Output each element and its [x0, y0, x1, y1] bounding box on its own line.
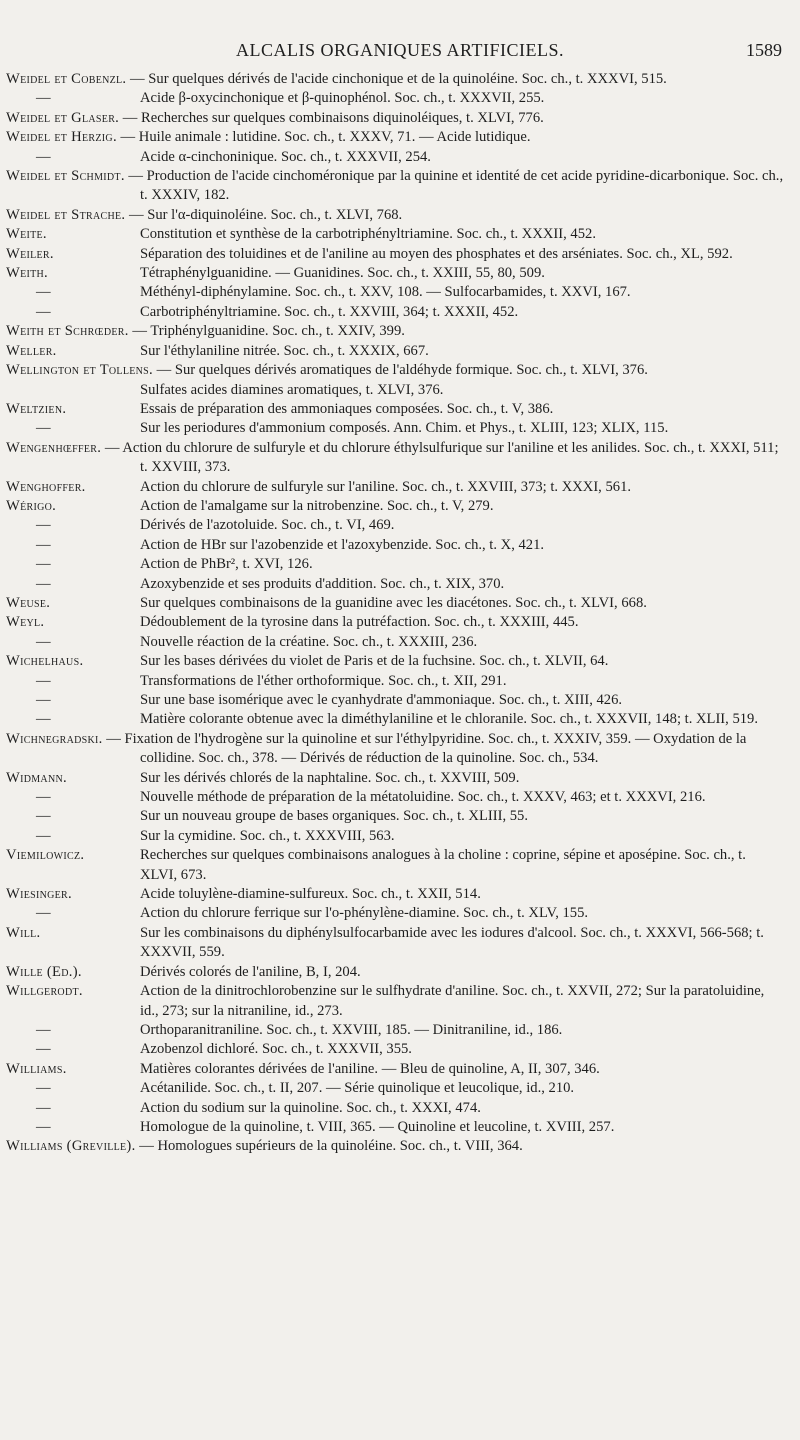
- ditto-dash: —: [36, 517, 51, 534]
- bibliography-entry: [0, 1118, 800, 1137]
- entry-text: — Recherches sur quelques combinaisons diquinoléiques, t. XLVI, 776.: [119, 109, 544, 126]
- bibliography-entry: [0, 807, 800, 826]
- ditto-dash: —: [36, 692, 51, 708]
- entry-text: Séparation des toluidines et de l'aniline au moyen des phosphates et des arséniates. Soc. ch., XL, 592.: [140, 245, 733, 262]
- entry-text: Sur quelques combinaisons de la guanidine avec les diacétones. Soc. ch., t. XLVI, 668.: [140, 594, 647, 611]
- entry-text: Sur un nouveau groupe de bases organiques. Soc. ch., t. XLIII, 55.: [140, 808, 529, 825]
- bibliography-entry: [0, 924, 800, 963]
- entry-text: — Triphénylguanidine. Soc. ch., t. XXIV, 399.: [128, 323, 405, 340]
- entry-text: Dérivés colorés de l'aniline, B, I, 204.: [140, 963, 361, 980]
- bibliography-entry: [0, 381, 800, 400]
- entry-text: Transformations de l'éther orthoformique. Soc. ch., t. XII, 291.: [140, 672, 507, 689]
- bibliography-entry: [0, 70, 800, 89]
- ditto-dash: —: [36, 789, 51, 806]
- entry-text: Sur la cymidine. Soc. ch., t. XXXVIII, 563.: [140, 827, 395, 844]
- ditto-dash: —: [36, 303, 51, 320]
- entry-text: Action de PhBr², t. XVI, 126.: [140, 556, 313, 573]
- author-name: Weyl.: [6, 614, 45, 631]
- entry-text: Sulfates acides diamines aromatiques, t. XLVI, 376.: [140, 381, 444, 398]
- bibliography-entry: [0, 827, 800, 846]
- author-name: Wichelhaus.: [6, 653, 84, 670]
- bibliography-entry: [0, 245, 800, 264]
- ditto-dash: —: [36, 1118, 51, 1135]
- ditto-dash: —: [36, 905, 51, 922]
- ditto-dash: —: [36, 1021, 51, 1038]
- ditto-dash: —: [36, 148, 51, 165]
- author-name: Will.: [6, 924, 41, 941]
- bibliography-entry: [0, 516, 800, 535]
- author-name: Weidel et Schmidt.: [6, 168, 125, 185]
- entry-text: Nouvelle méthode de préparation de la métatoluidine. Soc. ch., t. XXXV, 463; et t. XXXVI, 216.: [140, 789, 706, 806]
- bibliography-entry: [0, 575, 800, 594]
- entry-text: Méthényl-diphénylamine. Soc. ch., t. XXV, 108. — Sulfocarbamides, t. XXVI, 167.: [140, 284, 631, 301]
- bibliography-entry: [0, 225, 800, 244]
- bibliography-entry: [0, 672, 800, 691]
- entry-text: — Sur quelques dérivés aromatiques de l'aldéhyde formique. Soc. ch., t. XLVI, 376.: [153, 362, 648, 379]
- bibliography-entry: [0, 1040, 800, 1059]
- entry-text: Sur une base isomérique avec le cyanhydrate d'ammoniaque. Soc. ch., t. XIII, 426.: [140, 692, 623, 708]
- entry-text: Dérivés de l'azotoluide. Soc. ch., t. VI, 469.: [140, 517, 395, 534]
- entry-text: Sur les combinaisons du diphénylsulfocarbamide avec les iodures d'alcool. Soc. ch., t. XXXVI, 566-568; t. XXXVII, 559.: [140, 924, 764, 961]
- author-name: Wellington et Tollens.: [6, 362, 153, 379]
- page-number: 1589: [746, 40, 782, 60]
- bibliography-entry: [0, 264, 800, 283]
- entry-text: Action de la dinitrochlorobenzine sur le sulfhydrate d'aniline. Soc. ch., t. XXVII, 272; Sur la paratoluidine, id., 273; sur la nitraniline, id., 273.: [140, 983, 765, 1019]
- bibliography-entry: [0, 478, 800, 497]
- ditto-dash: —: [36, 1099, 51, 1116]
- bibliography-entry: [0, 1021, 800, 1040]
- author-name: Wichnegradski.: [6, 730, 103, 747]
- author-name: Viemilowicz.: [6, 847, 85, 864]
- bibliography-entry: [0, 633, 800, 652]
- entry-text: Recherches sur quelques combinaisons analogues à la choline : coprine, sépine et aposépine. Soc. ch., t. XLVI, 673.: [140, 847, 746, 883]
- author-name: Weidel et Cobenzl.: [6, 71, 127, 87]
- entry-text: Action de l'amalgame sur la nitrobenzine. Soc. ch., t. V, 279.: [140, 497, 494, 514]
- author-name: Wille (Ed.).: [6, 963, 82, 980]
- entry-text: Acide toluylène-diamine-sulfureux. Soc. ch., t. XXII, 514.: [140, 886, 481, 903]
- bibliography-entry: [0, 283, 800, 302]
- author-name: Wenghoffer.: [6, 478, 86, 495]
- entry-text: Matière colorante obtenue avec la diméthylaniline et le chloranile. Soc. ch., t. XXXVII, 148; t. XLII, 519.: [140, 711, 759, 728]
- bibliography-entry: [0, 691, 800, 710]
- entry-text: Nouvelle réaction de la créatine. Soc. ch., t. XXXIII, 236.: [140, 633, 478, 650]
- bibliography-entry: [0, 613, 800, 632]
- bibliography-entry: [0, 730, 800, 769]
- entry-text: — Production de l'acide cinchoméronique par la quinine et identité de cet acide pyridine-dicarbonique. Soc. ch., t. XXXIV, 182.: [124, 168, 784, 204]
- bibliography-entry: [0, 109, 800, 128]
- ditto-dash: —: [36, 536, 51, 553]
- author-name: Weidel et Herzig.: [6, 129, 117, 146]
- bibliography-entry: [0, 342, 800, 361]
- bibliography-entry: [0, 1099, 800, 1118]
- ditto-dash: —: [36, 808, 51, 825]
- bibliography-entry: [0, 846, 800, 885]
- entry-text: Azobenzol dichloré. Soc. ch., t. XXXVII, 355.: [140, 1041, 412, 1058]
- bibliography-entry: [0, 1137, 800, 1156]
- bibliography-entry: [0, 769, 800, 788]
- running-title: ALCALIS ORGANIQUES ARTIFICIELS.: [236, 40, 564, 60]
- entry-text: — Fixation de l'hydrogène sur la quinoline et sur l'éthylpyridine. Soc. ch., t. XXXIV, 359. — Oxydation de la collidine. Soc. ch., 378. — Dérivés de réduction de la quinoline. Soc. ch., 534.: [102, 730, 747, 767]
- bibliography-entry: [0, 322, 800, 341]
- author-name: Weite.: [6, 226, 47, 243]
- entry-text: Dédoublement de la tyrosine dans la putréfaction. Soc. ch., t. XXXIII, 445.: [140, 614, 579, 631]
- bibliography-entry: [0, 497, 800, 516]
- author-name: Willgerodt.: [6, 983, 83, 1000]
- entry-text: — Homologues supérieurs de la quinoléine. Soc. ch., t. VIII, 364.: [135, 1138, 523, 1155]
- ditto-dash: —: [36, 1041, 51, 1058]
- entry-text: Matières colorantes dérivées de l'aniline. — Bleu de quinoline, A, II, 307, 346.: [140, 1060, 600, 1077]
- bibliography-entry: [0, 885, 800, 904]
- author-name: Wiesinger.: [6, 886, 72, 903]
- bibliography-entry: [0, 555, 800, 574]
- entry-text: Action du chlorure ferrique sur l'o-phénylène-diamine. Soc. ch., t. XLV, 155.: [140, 905, 589, 922]
- bibliography-entry: [0, 303, 800, 322]
- bibliography-entry: [0, 536, 800, 555]
- bibliography-entry: [0, 206, 800, 225]
- page-header: [0, 36, 800, 66]
- bibliography-entry: [0, 594, 800, 613]
- bibliography-entry: [0, 710, 800, 729]
- author-name: Weith et Schrœder.: [6, 323, 129, 340]
- author-name: Weuse.: [6, 594, 51, 611]
- author-name: Wengenhœffer.: [6, 439, 102, 456]
- bibliography-entry: [0, 904, 800, 923]
- ditto-dash: —: [36, 672, 51, 689]
- bibliography-entry: [0, 439, 800, 478]
- bibliography-entry: [0, 167, 800, 206]
- entry-text: Sur les bases dérivées du violet de Paris et de la fuchsine. Soc. ch., t. XLVII, 64.: [140, 653, 609, 670]
- entry-text: Carbotriphényltriamine. Soc. ch., t. XXVIII, 364; t. XXXII, 452.: [140, 303, 519, 320]
- entry-text: Acide β-oxycinchonique et β-quinophénol. Soc. ch., t. XXXVII, 255.: [140, 90, 545, 107]
- entry-text: — Sur quelques dérivés de l'acide cinchonique et de la quinoléine. Soc. ch., t. XXXVI, 515.: [126, 71, 667, 87]
- bibliography-entry: [0, 361, 800, 380]
- entry-text: Azoxybenzide et ses produits d'addition. Soc. ch., t. XIX, 370.: [140, 575, 505, 592]
- ditto-dash: —: [36, 284, 51, 301]
- entry-text: Action du chlorure de sulfuryle sur l'aniline. Soc. ch., t. XXVIII, 373; t. XXXI, 561.: [140, 478, 632, 495]
- author-name: Weiler.: [6, 245, 54, 262]
- bibliography-entry: [0, 128, 800, 147]
- entry-text: Constitution et synthèse de la carbotriphényltriamine. Soc. ch., t. XXXII, 452.: [140, 226, 596, 243]
- author-name: Wérigo.: [6, 497, 57, 514]
- author-name: Williams.: [6, 1060, 67, 1077]
- entry-text: Acétanilide. Soc. ch., t. II, 207. — Série quinolique et leucolique, id., 210.: [140, 1080, 575, 1097]
- author-name: Weidel et Strache.: [6, 206, 126, 223]
- ditto-dash: —: [36, 575, 51, 592]
- entry-text: Essais de préparation des ammoniaques composées. Soc. ch., t. V, 386.: [140, 400, 554, 417]
- ditto-dash: —: [36, 633, 51, 650]
- ditto-dash: —: [36, 711, 51, 728]
- entry-text: Action de HBr sur l'azobenzide et l'azoxybenzide. Soc. ch., t. X, 421.: [140, 536, 545, 553]
- entry-text: Sur l'éthylaniline nitrée. Soc. ch., t. XXXIX, 667.: [140, 342, 429, 359]
- author-name: Williams (Greville).: [6, 1138, 136, 1155]
- entry-text: Action du sodium sur la quinoline. Soc. ch., t. XXXI, 474.: [140, 1099, 481, 1116]
- bibliography-entry: [0, 1079, 800, 1098]
- author-name: Weller.: [6, 342, 57, 359]
- author-name: Widmann.: [6, 769, 67, 786]
- entry-text: — Sur l'α-diquinoléine. Soc. ch., t. XLVI, 768.: [125, 206, 403, 223]
- bibliography-entry: [0, 89, 800, 108]
- bibliography-entry: [0, 982, 800, 1021]
- ditto-dash: —: [36, 1080, 51, 1097]
- bibliography-entry: [0, 963, 800, 982]
- bibliography-entry: [0, 1060, 800, 1079]
- entry-text: — Huile animale : lutidine. Soc. ch., t. XXXV, 71. — Acide lutidique.: [116, 129, 531, 146]
- bibliography-list: [0, 70, 800, 1157]
- ditto-dash: —: [36, 420, 51, 437]
- ditto-dash: —: [36, 827, 51, 844]
- entry-text: Tétraphénylguanidine. — Guanidines. Soc. ch., t. XXIII, 55, 80, 509.: [140, 265, 545, 282]
- entry-text: Orthoparanitraniline. Soc. ch., t. XXVIII, 185. — Dinitraniline, id., 186.: [140, 1021, 563, 1038]
- entry-text: Acide α-cinchoninique. Soc. ch., t. XXXVII, 254.: [140, 148, 431, 165]
- author-name: Weltzien.: [6, 400, 67, 417]
- bibliography-entry: [0, 419, 800, 438]
- ditto-dash: —: [36, 90, 51, 107]
- author-name: Weidel et Glaser.: [6, 109, 120, 126]
- bibliography-entry: [0, 788, 800, 807]
- bibliography-entry: [0, 400, 800, 419]
- entry-text: Homologue de la quinoline, t. VIII, 365. — Quinoline et leucoline, t. XVIII, 257.: [140, 1118, 615, 1135]
- bibliography-entry: [0, 148, 800, 167]
- entry-text: Sur les dérivés chlorés de la naphtaline. Soc. ch., t. XXVIII, 509.: [140, 769, 520, 786]
- author-name: Weith.: [6, 265, 48, 282]
- entry-text: — Action du chlorure de sulfuryle et du chlorure éthylsulfurique sur l'aniline et les anilides. Soc. ch., t. XXXI, 511; t. XXVIII, 373.: [101, 439, 779, 476]
- entry-text: Sur les periodures d'ammonium composés. Ann. Chim. et Phys., t. XLIII, 123; XLIX, 115.: [140, 420, 669, 437]
- ditto-dash: —: [36, 556, 51, 573]
- bibliography-entry: [0, 652, 800, 671]
